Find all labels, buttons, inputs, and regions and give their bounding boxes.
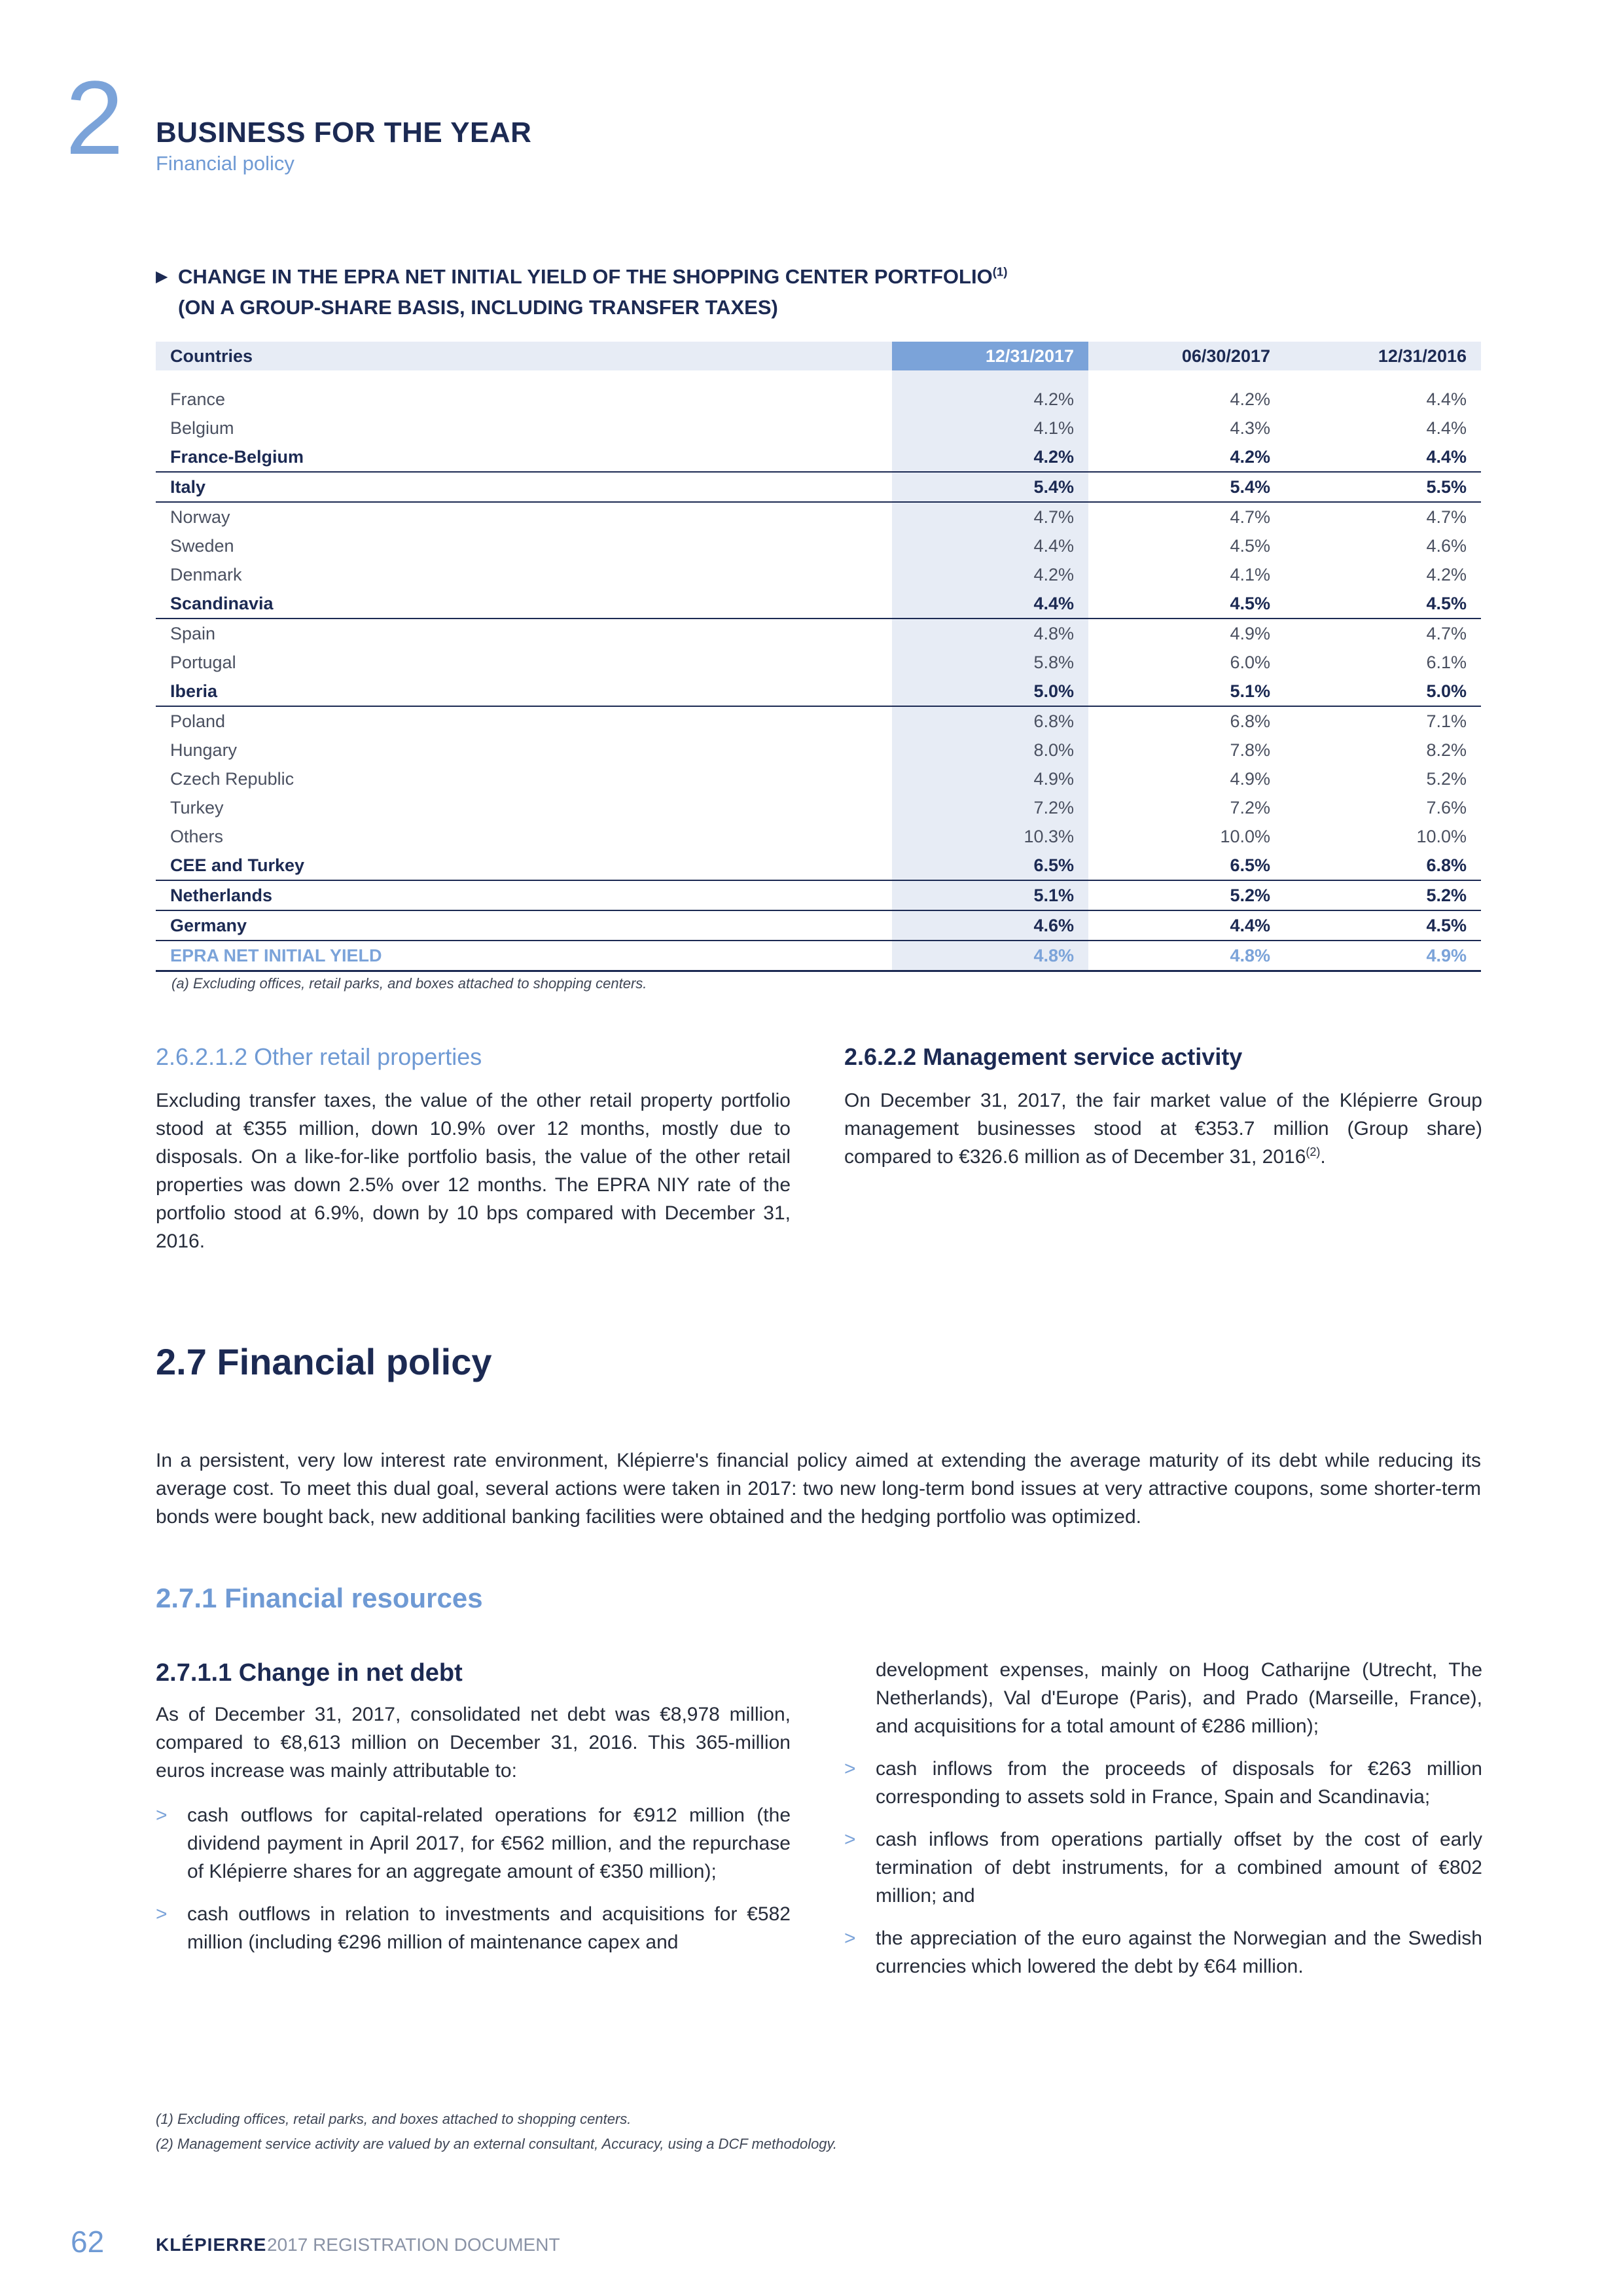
cell-country: Denmark xyxy=(170,564,242,584)
table-subtotal-row xyxy=(156,472,1481,502)
bullet-list-right-column xyxy=(844,1656,1482,1995)
cell-2017-12: 4.2% xyxy=(892,442,1088,472)
cell-2016-12: 5.5% xyxy=(1285,472,1481,502)
cell-2017-06: 4.9% xyxy=(1230,623,1270,643)
list-item xyxy=(156,1900,791,1956)
chapter-title: BUSINESS FOR THE YEAR xyxy=(156,117,532,149)
paragraph-net-debt-intro: As of December 31, 2017, consolidated net debt was €8,978 million, compared to €8,613 million on December 31, 2016. This 365-million euros increase was mainly attributable to: xyxy=(156,1704,791,1782)
cell-2017-06: 4.5% xyxy=(1088,589,1285,619)
cell-2017-06: 5.1% xyxy=(1088,677,1285,706)
table-subtotal-row xyxy=(156,851,1481,880)
heading-financial-policy: 2.7 Financial policy xyxy=(156,1341,492,1382)
caption-triangle-icon: ▶ xyxy=(156,268,168,285)
cell-country: Belgium xyxy=(170,418,234,438)
cell-2016-12: 6.1% xyxy=(1426,652,1467,672)
cell-2017-12: 4.6% xyxy=(892,910,1088,941)
cell-2017-12: 4.8% xyxy=(892,619,1088,648)
table-caption-text: CHANGE IN THE EPRA NET INITIAL YIELD OF THE SHOPPING CENTER PORTFOLIO xyxy=(178,265,993,288)
cell-2017-12: 8.0% xyxy=(892,736,1088,764)
table-row xyxy=(156,619,1481,648)
cell-2017-06: 5.4% xyxy=(1088,472,1285,502)
list-item-text: cash inflows from operations partially offset by the cost of early termination of debt instruments, for a combined amount of €802 million; and xyxy=(876,1829,1482,1907)
heading-other-retail-properties: 2.6.2.1.2 Other retail properties xyxy=(156,1043,482,1070)
table-row xyxy=(156,385,1481,414)
cell-2016-12: 6.8% xyxy=(1285,851,1481,880)
spacer-cell xyxy=(1285,370,1481,385)
bullet-chevron-icon: > xyxy=(844,1758,856,1780)
paragraph-financial-policy: In a persistent, very low interest rate environment, Klépierre's financial policy aimed at extending the average maturity of its debt while reducing its average cost. To meet this dual goal, several actions were taken in 2017: two new long-term bond issues at very attractive coupons, some shorter-term bonds were bought back, new additional banking facilities were obtained and the hedging portfolio was optimized. xyxy=(156,1450,1481,1528)
cell-2017-06: 6.5% xyxy=(1088,851,1285,880)
table-spacer-row xyxy=(156,370,1481,385)
cell-2016-12: 4.2% xyxy=(1426,564,1467,584)
cell-country: Portugal xyxy=(170,652,236,672)
cell-2017-06: 10.0% xyxy=(1220,826,1270,846)
cell-2017-12: 4.9% xyxy=(892,764,1088,793)
cell-country: CEE and Turkey xyxy=(156,851,892,880)
chapter-subtitle: Financial policy xyxy=(156,152,294,175)
cell-2017-06: 4.9% xyxy=(1230,768,1270,789)
footnote-ref-2: (2) xyxy=(1306,1145,1321,1158)
cell-2016-12: 4.5% xyxy=(1285,589,1481,619)
cell-country: Others xyxy=(170,826,224,846)
cell-2017-12: 6.5% xyxy=(892,851,1088,880)
page-number: 62 xyxy=(71,2225,105,2259)
management-service-tail: . xyxy=(1320,1146,1326,1168)
table-caption-line2: (ON A GROUP-SHARE BASIS, INCLUDING TRANSFER TAXES) xyxy=(178,296,778,319)
cell-country: Norway xyxy=(170,507,230,527)
cell-2016-12: 7.6% xyxy=(1426,797,1467,817)
cell-2017-06: 6.0% xyxy=(1230,652,1270,672)
spacer-cell xyxy=(892,370,1088,385)
cell-2017-12: 4.7% xyxy=(892,502,1088,531)
table-row xyxy=(156,414,1481,442)
table-row xyxy=(156,736,1481,764)
table-row xyxy=(156,648,1481,677)
table-body xyxy=(156,370,1481,971)
cell-2016-12: 4.4% xyxy=(1426,389,1467,409)
cell-2016-12: 10.0% xyxy=(1416,826,1467,846)
spacer-cell xyxy=(1088,370,1285,385)
list-item xyxy=(156,1801,791,1886)
table-note: (a) Excluding offices, retail parks, and boxes attached to shopping centers. xyxy=(171,975,647,992)
cell-country: Italy xyxy=(156,472,892,502)
heading-management-service-activity: 2.6.2.2 Management service activity xyxy=(844,1043,1243,1070)
spacer-cell xyxy=(156,370,892,385)
cell-country: France xyxy=(170,389,226,409)
paragraph-other-retail-properties: Excluding transfer taxes, the value of the other retail property portfolio stood at €355 million, down 10.9% over 12 months, mostly due to disposals. On a like-for-like portfolio basis, the value of the other retail properties was down 2.5% over 12 months. The EPRA NIY rate of the portfolio stood at 6.9%, down by 10 bps compared with December 31, 2016. xyxy=(156,1090,791,1252)
cell-2017-12: 5.1% xyxy=(892,880,1088,910)
cell-2017-06: 4.8% xyxy=(1088,941,1285,971)
cell-2017-12: 5.8% xyxy=(892,648,1088,677)
chapter-number: 2 xyxy=(65,59,124,176)
header-2016-12: 12/31/2016 xyxy=(1285,342,1481,370)
header-2017-06: 06/30/2017 xyxy=(1088,342,1285,370)
cell-2016-12: 5.2% xyxy=(1285,880,1481,910)
cell-2016-12: 4.9% xyxy=(1285,941,1481,971)
list-item-continuation: development expenses, mainly on Hoog Catharijne (Utrecht, The Netherlands), Val d'Europe (Paris), and Prado (Marseille, France), and acquisitions for a total amount of €286 million); xyxy=(876,1659,1482,1737)
table-caption-footnote-ref: (1) xyxy=(992,264,1008,279)
cell-country: Turkey xyxy=(170,797,224,817)
cell-2017-06: 4.7% xyxy=(1230,507,1270,527)
cell-country: France-Belgium xyxy=(156,442,892,472)
cell-2017-06: 4.3% xyxy=(1230,418,1270,438)
cell-2016-12: 4.4% xyxy=(1426,418,1467,438)
cell-2017-12: 4.2% xyxy=(892,560,1088,589)
cell-2016-12: 7.1% xyxy=(1426,711,1467,731)
cell-2017-12: 4.4% xyxy=(892,589,1088,619)
cell-2017-12: 5.0% xyxy=(892,677,1088,706)
bullet-list-right xyxy=(844,1755,1482,1981)
table-row xyxy=(156,560,1481,589)
heading-financial-resources: 2.7.1 Financial resources xyxy=(156,1583,483,1613)
cell-2016-12: 4.5% xyxy=(1285,910,1481,941)
table-row xyxy=(156,764,1481,793)
table-total-row xyxy=(156,941,1481,971)
cell-2017-06: 6.8% xyxy=(1230,711,1270,731)
list-item xyxy=(844,1924,1482,1981)
cell-2017-12: 7.2% xyxy=(892,793,1088,822)
table-row xyxy=(156,793,1481,822)
cell-2017-12: 4.2% xyxy=(892,385,1088,414)
cell-2016-12: 4.4% xyxy=(1285,442,1481,472)
bullet-chevron-icon: > xyxy=(844,1829,856,1850)
cell-2017-12: 4.8% xyxy=(892,941,1088,971)
cell-country: Sweden xyxy=(170,535,234,556)
cell-country: EPRA NET INITIAL YIELD xyxy=(156,941,892,971)
bullet-chevron-icon: > xyxy=(156,1903,168,1925)
paragraph-management-service-activity xyxy=(844,1086,1482,1171)
list-item-text: the appreciation of the euro against the Norwegian and the Swedish currencies which lowered the debt by €64 million. xyxy=(876,1928,1482,1977)
table-subtotal-row xyxy=(156,677,1481,706)
cell-2017-12: 4.4% xyxy=(892,531,1088,560)
cell-2017-06: 7.8% xyxy=(1230,740,1270,760)
cell-2017-12: 4.1% xyxy=(892,414,1088,442)
cell-2017-06: 4.2% xyxy=(1230,389,1270,409)
cell-2017-12: 6.8% xyxy=(892,706,1088,736)
cell-country: Poland xyxy=(170,711,226,731)
heading-change-in-net-debt: 2.7.1.1 Change in net debt xyxy=(156,1659,463,1687)
cell-2017-12: 5.4% xyxy=(892,472,1088,502)
cell-2017-06: 4.5% xyxy=(1230,535,1270,556)
cell-country: Spain xyxy=(170,623,216,643)
cell-2017-12: 10.3% xyxy=(892,822,1088,851)
cell-country: Germany xyxy=(156,910,892,941)
cell-country: Hungary xyxy=(170,740,238,760)
header-countries: Countries xyxy=(156,342,892,370)
list-item-text: cash outflows for capital-related operations for €912 million (the dividend payment in April 2017, for €562 million, and the repurchase of Klépierre shares for an aggregate amount of €350 million); xyxy=(187,1804,791,1882)
cell-2016-12: 5.0% xyxy=(1285,677,1481,706)
cell-2017-06: 5.2% xyxy=(1088,880,1285,910)
cell-2017-06: 4.1% xyxy=(1230,564,1270,584)
bullet-list-left xyxy=(156,1801,791,1971)
table-row xyxy=(156,531,1481,560)
table-header-row xyxy=(156,342,1481,370)
management-service-text: On December 31, 2017, the fair market value of the Klépierre Group management businesses stood at €353.7 million (Group share) compared to €326.6 million as of December 31, 2016 xyxy=(844,1090,1482,1168)
epra-yield-table xyxy=(156,342,1481,972)
cell-2017-06: 7.2% xyxy=(1230,797,1270,817)
table-subtotal-row xyxy=(156,589,1481,619)
footnote-2: (2) Management service activity are valued by an external consultant, Accuracy, using a DCF methodology. xyxy=(156,2136,838,2152)
table-row xyxy=(156,822,1481,851)
cell-2016-12: 8.2% xyxy=(1426,740,1467,760)
table-subtotal-row xyxy=(156,910,1481,941)
table-subtotal-row xyxy=(156,880,1481,910)
cell-2016-12: 5.2% xyxy=(1426,768,1467,789)
cell-2017-06: 4.4% xyxy=(1088,910,1285,941)
table-caption-line1 xyxy=(178,265,1007,289)
cell-2017-06: 4.2% xyxy=(1088,442,1285,472)
table-subtotal-row xyxy=(156,442,1481,472)
cell-country: Netherlands xyxy=(156,880,892,910)
cell-country: Scandinavia xyxy=(156,589,892,619)
cell-country: Czech Republic xyxy=(170,768,294,789)
list-item-text: cash outflows in relation to investments and acquisitions for €582 million (including €296 million of maintenance capex and xyxy=(187,1903,791,1953)
cell-2016-12: 4.7% xyxy=(1426,623,1467,643)
cell-country: Iberia xyxy=(156,677,892,706)
document-title: 2017 REGISTRATION DOCUMENT xyxy=(267,2234,560,2255)
list-item-text: cash inflows from the proceeds of disposals for €263 million corresponding to assets sold in France, Spain and Scandinavia; xyxy=(876,1758,1482,1808)
list-item xyxy=(844,1755,1482,1811)
header-2017-12: 12/31/2017 xyxy=(892,342,1088,370)
cell-2016-12: 4.6% xyxy=(1426,535,1467,556)
brand-logo-text: KLÉPIERRE xyxy=(156,2234,267,2255)
bullet-chevron-icon: > xyxy=(844,1928,856,1949)
table-row xyxy=(156,502,1481,531)
bullet-chevron-icon: > xyxy=(156,1804,168,1826)
footnote-1: (1) Excluding offices, retail parks, and boxes attached to shopping centers. xyxy=(156,2111,632,2127)
cell-2016-12: 4.7% xyxy=(1426,507,1467,527)
list-item xyxy=(844,1825,1482,1910)
table-row xyxy=(156,706,1481,736)
